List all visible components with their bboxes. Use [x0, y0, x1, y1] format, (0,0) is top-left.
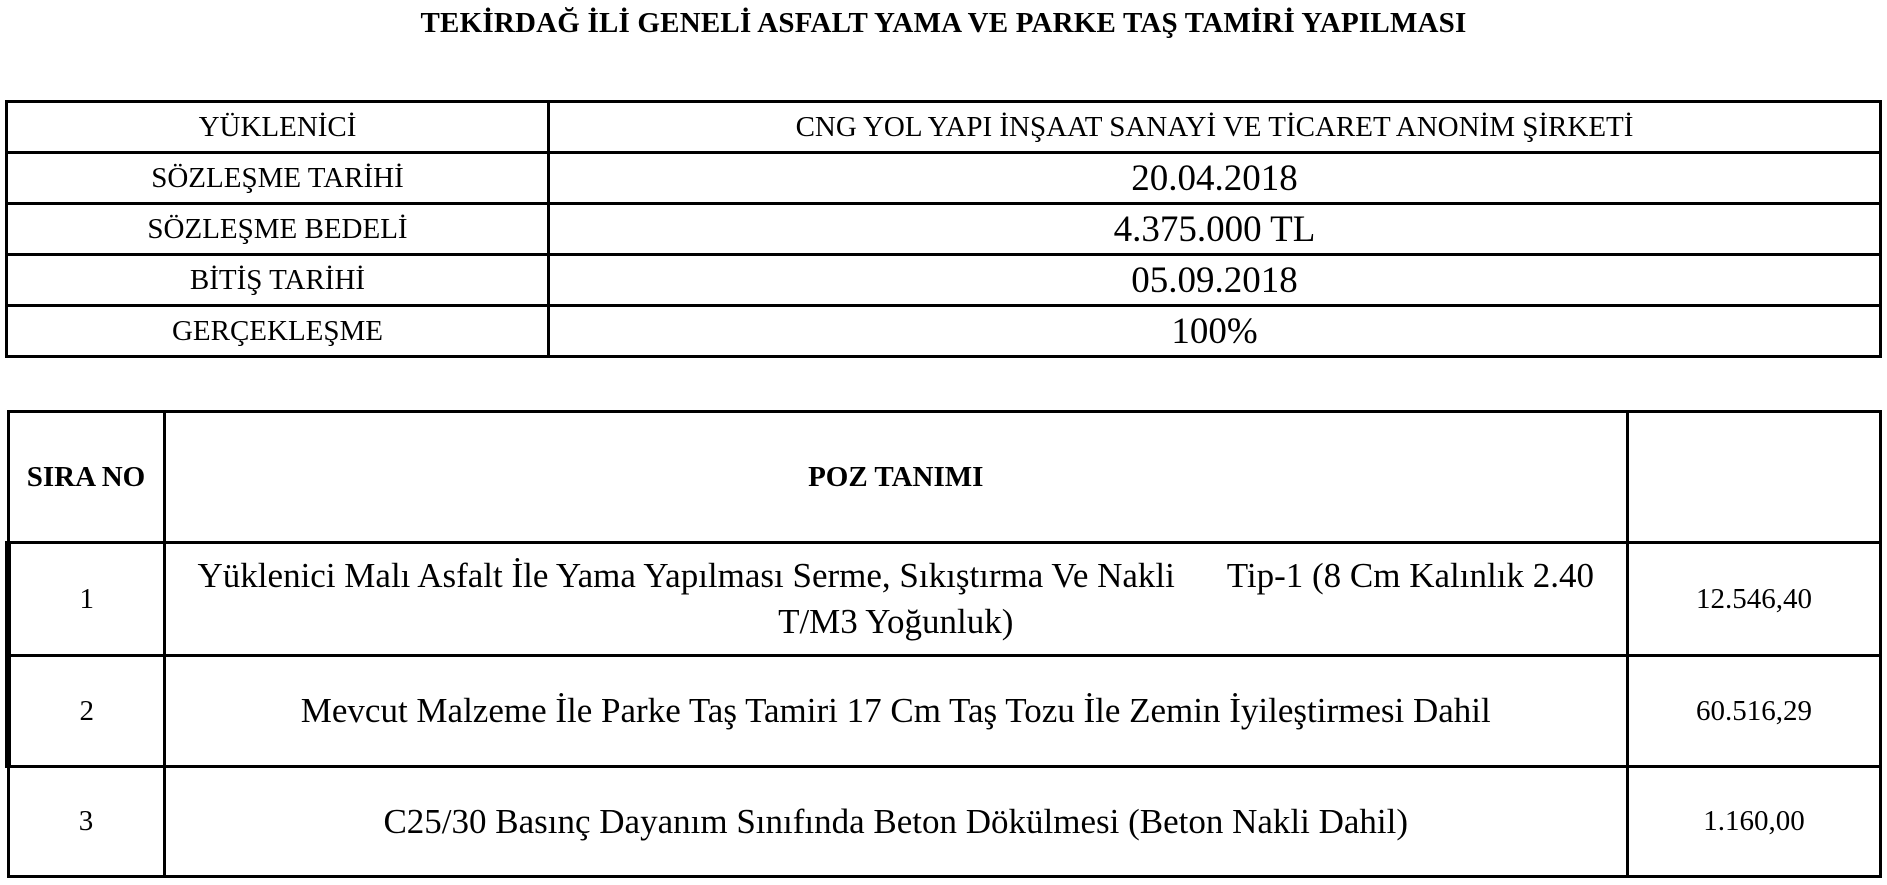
- row-number: 3: [8, 767, 164, 877]
- table-row: [8, 656, 1881, 767]
- contract-info-row: [7, 255, 1881, 306]
- table-row: [8, 543, 1881, 656]
- document-title: TEKİRDAĞ İLİ GENELİ ASFALT YAMA VE PARKE TAŞ TAMİRİ YAPILMASI: [420, 7, 1467, 39]
- end-date-label: BİTİŞ TARİHİ: [7, 255, 549, 306]
- item-quantity: 1.160,00: [1628, 767, 1881, 877]
- header-description: POZ TANIMI: [164, 412, 1628, 543]
- contract-date-value: 20.04.2018: [549, 153, 1881, 204]
- contract-info-row: [7, 102, 1881, 153]
- contract-info-row: [7, 153, 1881, 204]
- contract-info-row: [7, 306, 1881, 357]
- item-quantity: 60.516,29: [1628, 656, 1881, 767]
- completion-label: GERÇEKLEŞME: [7, 306, 549, 357]
- contract-amount-value: 4.375.000 TL: [549, 204, 1881, 255]
- header-row-number: SIRA NO: [8, 412, 164, 543]
- table-row: [8, 767, 1881, 877]
- contract-info-row: [7, 204, 1881, 255]
- contractor-label: YÜKLENİCİ: [7, 102, 549, 153]
- item-quantity: 12.546,40: [1628, 543, 1881, 656]
- row-number: 2: [8, 656, 164, 767]
- contract-info-table: [5, 100, 1882, 358]
- item-description: Mevcut Malzeme İle Parke Taş Tamiri 17 Cm Taş Tozu İle Zemin İyileştirmesi Dahil: [164, 656, 1628, 767]
- completion-value: 100%: [549, 306, 1881, 357]
- items-header-row: [8, 412, 1881, 543]
- contractor-value: CNG YOL YAPI İNŞAAT SANAYİ VE TİCARET ANONİM ŞİRKETİ: [549, 102, 1881, 153]
- item-description: C25/30 Basınç Dayanım Sınıfında Beton Dökülmesi (Beton Nakli Dahil): [164, 767, 1628, 877]
- contract-amount-label: SÖZLEŞME BEDELİ: [7, 204, 549, 255]
- row-number: 1: [8, 543, 164, 656]
- item-description: Yüklenici Malı Asfalt İle Yama Yapılması Serme, Sıkıştırma Ve Nakli Tip-1 (8 Cm Kalınlık 2.40 T/M3 Yoğunluk): [164, 543, 1628, 656]
- items-table: [5, 410, 1882, 878]
- end-date-value: 05.09.2018: [549, 255, 1881, 306]
- header-quantity: [1628, 412, 1881, 543]
- contract-date-label: SÖZLEŞME TARİHİ: [7, 153, 549, 204]
